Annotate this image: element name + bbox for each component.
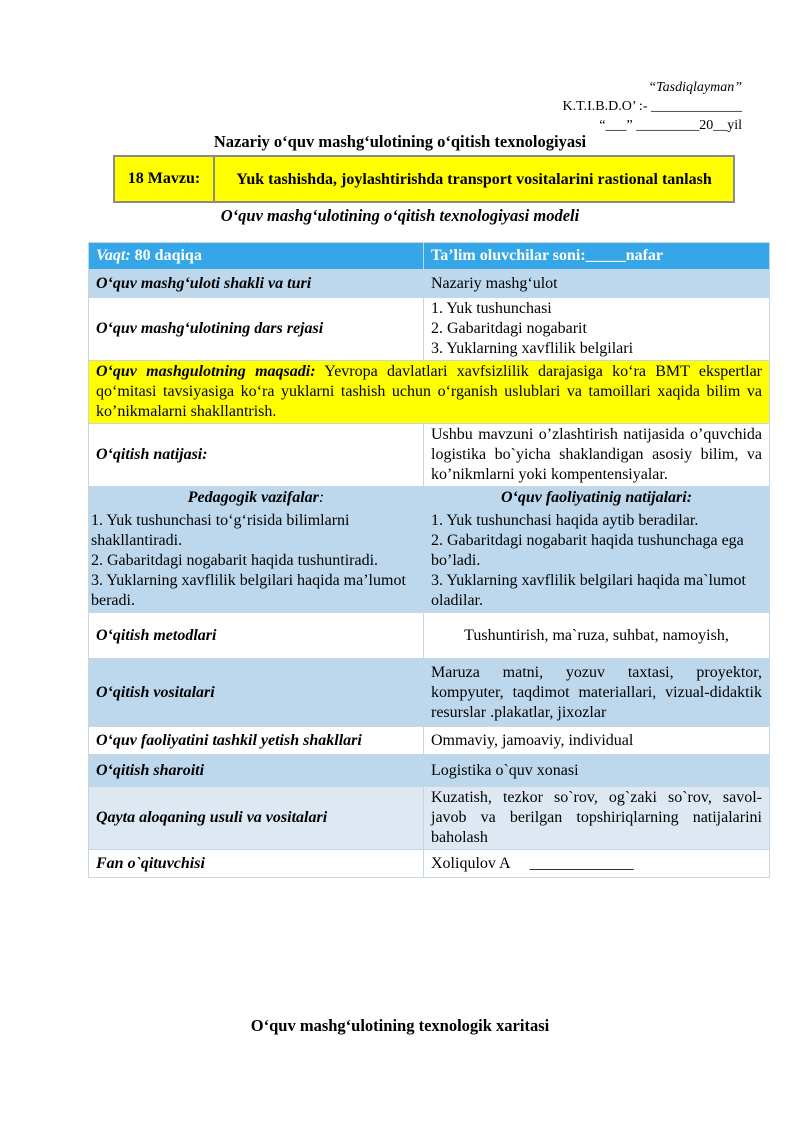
- ped-header-text: Pedagogik vazifalar: [187, 489, 319, 506]
- approval-line-3: “___” _________20__yil: [599, 118, 742, 133]
- time-label: Vaqt:: [96, 247, 131, 264]
- methods-value: Tushuntirish, ma`ruza, suhbat, namoyish,: [424, 613, 770, 659]
- ped-item: 3. Yuklarning xavflilik belgilari haqida ma’lumot beradi.: [91, 572, 406, 609]
- ped-item: 2. Gabaritdagi nogabarit haqida tushuntiradi.: [91, 552, 379, 569]
- time-cell: [89, 243, 424, 270]
- plan-item: 1. Yuk tushunchasi: [431, 300, 552, 317]
- methods-label: O‘qitish metodlari: [89, 613, 424, 659]
- table-row-plan: [89, 298, 770, 361]
- plan-item: 3. Yuklarning xavflilik belgilari: [431, 340, 634, 357]
- topic-title: Yuk tashishda, joylashtirishda transport vositalarini rastional tanlash: [236, 170, 712, 188]
- result-label: O‘qitish natijasi:: [89, 424, 424, 487]
- teacher-value: Xoliqulov A _____________: [424, 850, 770, 878]
- document-title: Nazariy o‘quv mashg‘ulotining o‘qitish texnologiyasi: [213, 132, 587, 151]
- goal-label: O‘quv mashgulotning maqsadi:: [96, 363, 316, 380]
- goal-cell: [89, 361, 770, 424]
- ped-list: [89, 510, 424, 613]
- conditions-value: Logistika o`quv xonasi: [424, 755, 770, 787]
- approval-block: [562, 78, 742, 135]
- table-row-tools: [89, 659, 770, 727]
- table-row-subheaders: [89, 487, 770, 510]
- approval-line-2: K.T.I.B.D.O’ :- _____________: [562, 99, 742, 114]
- plan-label: O‘quv mashg‘ulotining dars rejasi: [89, 298, 424, 361]
- plan-list: [424, 298, 770, 361]
- ped-header-colon: :: [318, 489, 325, 506]
- ped-item: 1. Yuk tushunchasi to‘g‘risida bilimlarni shakllantiradi.: [91, 512, 350, 549]
- table-row-teacher: [89, 850, 770, 878]
- form-label: O‘quv mashg‘uloti shakli va turi: [89, 270, 424, 298]
- time-value: 80 daqiqa: [130, 247, 202, 264]
- feedback-value: Kuzatish, tezkor so`rov, og`zaki so`rov, savol-javob va berilgan topshiriqlarning natijalarini baholash: [424, 787, 770, 850]
- table-row-org: [89, 727, 770, 755]
- tech-map-title: O‘quv mashg‘ulotining texnologik xaritasi: [250, 1016, 550, 1035]
- org-label: O‘quv faoliyatini tashkil yetish shakllari: [89, 727, 424, 755]
- goal-text: Yevropa davlatlari xavfsizlilik darajasiga ko‘ra BMT ekspertlar qo‘mitasi tavsiyasiga ko‘ra yuklarni tashish uchun o‘rganish uslublari va tamoillari xaqida bilim va ko’nikmalarni shakllantrish.: [96, 363, 762, 420]
- tools-label: O‘qitish vositalari: [89, 659, 424, 727]
- act-item: 1. Yuk tushunchasi haqida aytib beradilar.: [431, 512, 699, 529]
- tools-value: Maruza matni, yozuv taxtasi, proyektor, kompyuter, taqdimot materiallari, vizual-didaktik resurslar .plakatlar, jixozlar: [424, 659, 770, 727]
- act-item: 2. Gabaritdagi nogabarit haqida tushunchaga ega bo’ladi.: [431, 532, 744, 569]
- act-header: O‘quv faoliyatinig natijalari:: [424, 487, 770, 510]
- table-row-tasks: [89, 510, 770, 613]
- teacher-label: Fan o`qituvchisi: [89, 850, 424, 878]
- students-cell: Ta’lim oluvchilar soni:_____nafar: [424, 243, 770, 270]
- table-row-result: [89, 424, 770, 487]
- topic-label: 18 Mavzu:: [115, 157, 215, 201]
- ped-header: [89, 487, 424, 510]
- table-row-methods: [89, 613, 770, 659]
- table-row-time: [89, 243, 770, 270]
- conditions-label: O‘qitish sharoiti: [89, 755, 424, 787]
- table-row-feedback: [89, 787, 770, 850]
- table-row-conditions: [89, 755, 770, 787]
- plan-item: 2. Gabaritdagi nogabarit: [431, 320, 587, 337]
- table-row-form: [89, 270, 770, 298]
- org-value: Ommaviy, jamoaviy, individual: [424, 727, 770, 755]
- table-row-goal: [89, 361, 770, 424]
- topic-box: [113, 155, 735, 203]
- act-item: 3. Yuklarning xavflilik belgilari haqida ma`lumot oladilar.: [431, 572, 746, 609]
- result-value: Ushbu mavzuni o’zlashtirish natijasida o’quvchida logistika bo`yicha shaklandigan asosiy bilim, va ko’nikmlarni yoki kompentensiyalar.: [424, 424, 770, 487]
- act-list: [424, 510, 770, 613]
- model-title: O‘quv mashg‘ulotining o‘qitish texnologiyasi modeli: [220, 206, 580, 225]
- lesson-model-table: [88, 242, 770, 878]
- approval-line-1: “Tasdiqlayman”: [648, 80, 742, 95]
- form-value: Nazariy mashg‘ulot: [424, 270, 770, 298]
- feedback-label: Qayta aloqaning usuli va vositalari: [89, 787, 424, 850]
